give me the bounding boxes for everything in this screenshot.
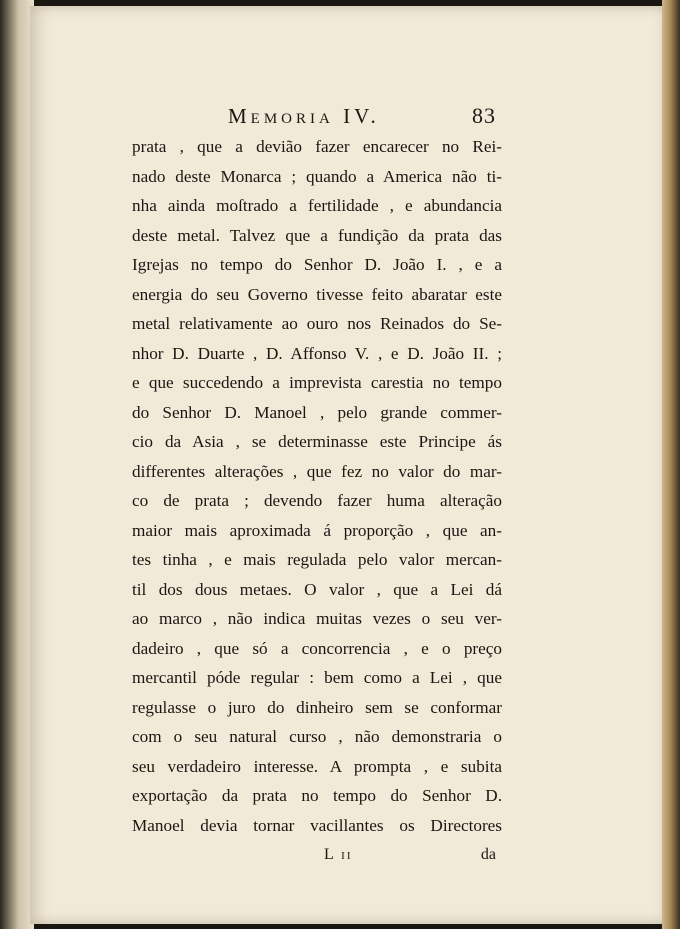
text-line: dadeiro , que só a concorrencia , e o preço bbox=[132, 638, 502, 658]
text-line: e que succedendo a imprevista carestia no tempo bbox=[132, 373, 502, 392]
text-line: deste metal. Talvez que a fundição da prata das bbox=[132, 225, 502, 245]
page-number: 83 bbox=[472, 103, 496, 128]
text-line: metal relativamente ao ouro nos Reinados do Se- bbox=[132, 314, 502, 333]
catchword: da bbox=[480, 846, 496, 863]
text-line: regulasse o juro do dinheiro sem se conformar bbox=[132, 697, 502, 717]
text-line: seu verdadeiro interesse. A prompta , e subita bbox=[132, 756, 502, 776]
running-head: Memoria IV. bbox=[228, 104, 380, 128]
text-line: cio da Asia , se determinasse este Principe ás bbox=[132, 432, 502, 451]
page-footer bbox=[132, 840, 502, 870]
text-line: ao marco , não indica muitas vezes o seu ver- bbox=[132, 609, 502, 628]
text-line: com o seu natural curso , não demonstraria o bbox=[132, 727, 502, 746]
text-block bbox=[132, 100, 502, 870]
text-line: differentes alterações , que fez no valor do mar- bbox=[132, 461, 502, 481]
text-line: Manoel devia tornar vacillantes os Directores bbox=[132, 815, 502, 835]
text-line: mercantil póde regular : bem como a Lei , que bbox=[132, 668, 502, 687]
binding-gutter bbox=[0, 0, 34, 929]
signature-mark: L ii bbox=[324, 846, 353, 863]
text-line: Igrejas no tempo do Senhor D. João I. , e a bbox=[132, 255, 502, 274]
text-line: exportação da prata no tempo do Senhor D. bbox=[132, 786, 502, 805]
text-line: nado deste Monarca ; quando a America não ti- bbox=[132, 166, 502, 186]
page-fore-edge bbox=[662, 0, 680, 929]
text-line: tes tinha , e mais regulada pelo valor mercan- bbox=[132, 550, 502, 569]
text-line: prata , que a devião fazer encarecer no Rei- bbox=[132, 137, 502, 156]
text-line: co de prata ; devendo fazer huma alteração bbox=[132, 491, 502, 510]
text-line: til dos dous metaes. O valor , que a Lei dá bbox=[132, 579, 502, 599]
text-line: nha ainda moſtrado a fertilidade , e abundancia bbox=[132, 196, 502, 215]
text-line: maior mais aproximada á proporção , que an- bbox=[132, 520, 502, 540]
text-line: energia do seu Governo tivesse feito abaratar este bbox=[132, 284, 502, 304]
text-line: do Senhor D. Manoel , pelo grande commer- bbox=[132, 402, 502, 422]
page-header bbox=[132, 100, 502, 132]
body-text bbox=[132, 132, 502, 840]
text-line: nhor D. Duarte , D. Affonso V. , e D. João II. ; bbox=[132, 343, 502, 363]
